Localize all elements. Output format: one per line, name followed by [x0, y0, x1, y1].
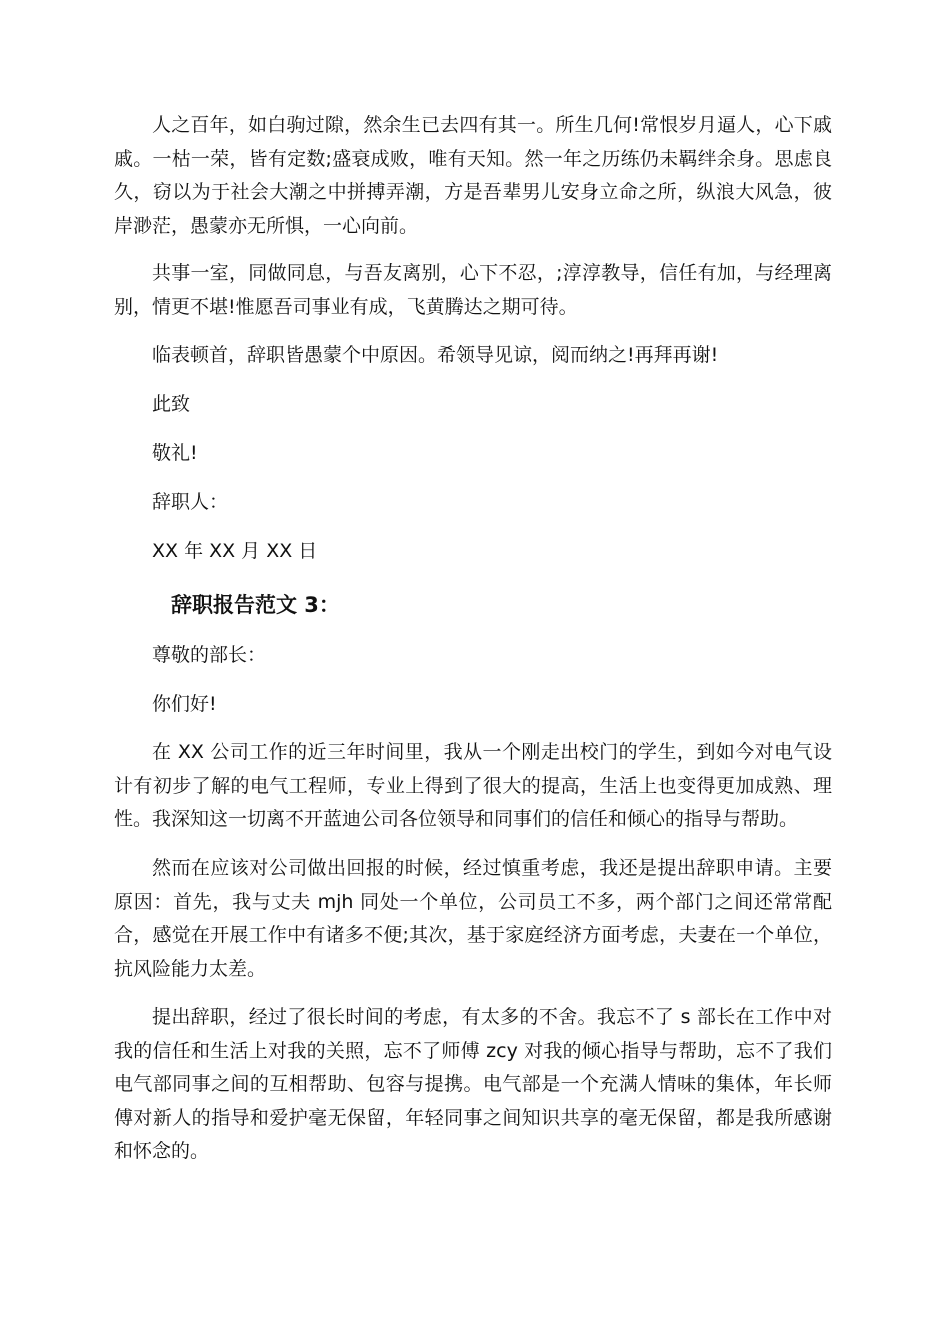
paragraph-1: 人之百年，如白驹过隙，然余生已去四有其一。所生几何!常恨岁月逼人，心下戚戚。一枯一荣，皆有定数;盛衰成败，唯有天知。然一年之历练仍未羁绊余身。思虑良久，窃以为于社会大潮之中拼搏弄潮，方是吾辈男儿安身立命之所，纵浪大风急，彼岸渺茫，愚蒙亦无所惧，一心向前。 — [114, 114, 832, 237]
salutation: 尊敬的部长： — [152, 644, 267, 666]
paragraph-4: 在 XX 公司工作的近三年时间里，我从一个刚走出校门的学生，到如今对电气设计有初步了解的电气工程师，专业上得到了很大的提高，生活上也变得更加成熟、理性。我深知这一切离不开蓝迪公司各位领导和同事们的信任和倾心的指导与帮助。 — [114, 741, 832, 830]
date-line: XX 年 XX 月 XX 日 — [152, 540, 318, 562]
closing-line-2: 敬礼! — [152, 442, 198, 464]
signer-label: 辞职人： — [152, 491, 229, 513]
paragraph-3: 临表顿首，辞职皆愚蒙个中原因。希领导见谅，阅而纳之!再拜再谢! — [152, 344, 719, 366]
greeting: 你们好! — [152, 693, 217, 715]
paragraph-5: 然而在应该对公司做出回报的时候，经过慎重考虑，我还是提出辞职申请。主要原因：首先，我与丈夫 mjh 同处一个单位，公司员工不多，两个部门之间还常常配合，感觉在开展工作中有诸多不便;其次，基于家庭经济方面考虑，夫妻在一个单位，抗风险能力太差。 — [114, 857, 832, 980]
paragraph-6: 提出辞职，经过了很长时间的考虑，有太多的不舍。我忘不了 s 部长在工作中对我的信任和生活上对我的关照，忘不了师傅 zcy 对我的倾心指导与帮助，忘不了我们电气部同事之间的互相帮助、包容与提携。电气部是一个充满人情味的集体，年长师傅对新人的指导和爱护毫无保留，年轻同事之间知识共享的毫无保留，都是我所感谢和怀念的。 — [114, 1006, 832, 1162]
section-heading: 辞职报告范文 3： — [171, 593, 340, 617]
closing-line-1: 此致 — [152, 393, 191, 415]
paragraph-2: 共事一室，同做同息，与吾友离别，心下不忍，;淳淳教导，信任有加，与经理离别，情更不堪!惟愿吾司事业有成，飞黄腾达之期可待。 — [114, 262, 832, 318]
